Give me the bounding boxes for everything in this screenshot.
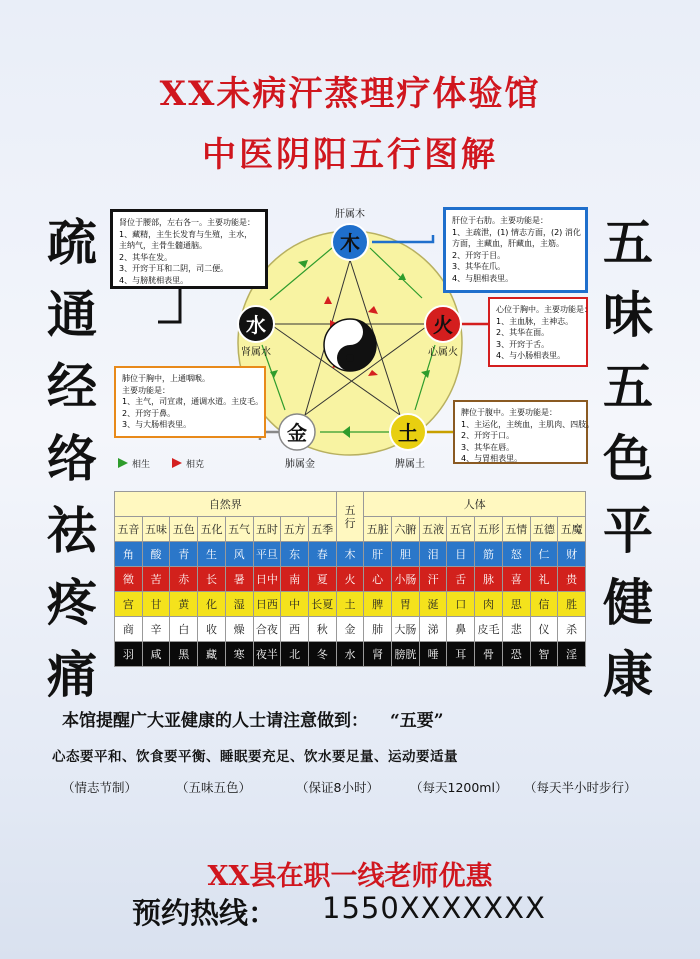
table-cell: 合夜 xyxy=(253,617,281,642)
table-header-cell: 五魔 xyxy=(558,517,586,542)
table-header-cell: 五脏 xyxy=(364,517,392,542)
yin-yang-icon xyxy=(324,319,376,371)
legend-generate-label: 相生 xyxy=(132,460,151,470)
table-cell: 鼻 xyxy=(447,617,475,642)
box-line: 3、其华在唇。 xyxy=(461,442,515,452)
table-cell: 信 xyxy=(530,592,558,617)
legend-restrain-label: 相克 xyxy=(186,460,205,470)
table-group-center xyxy=(336,492,364,542)
table-header-cell: 五色 xyxy=(170,517,198,542)
table-row xyxy=(115,592,586,617)
table-cell: 仁 xyxy=(530,542,558,567)
table-cell: 舌 xyxy=(447,567,475,592)
table-cell: 日中 xyxy=(253,567,281,592)
table-cell: 西 xyxy=(281,617,309,642)
table-cell: 咸 xyxy=(142,642,170,667)
table-cell: 胜 xyxy=(558,592,586,617)
box-line: 1、主疏泄，(1) 情志方面，(2) 消化 xyxy=(452,227,581,237)
table-cell: 目 xyxy=(447,542,475,567)
notice-quote: “五要” xyxy=(390,711,444,731)
table-cell: 东 xyxy=(281,542,309,567)
note-water: （每天1200ml） xyxy=(410,780,508,795)
notice-main: 本馆提醒广大亚健康的人士请注意做到： xyxy=(62,711,368,731)
table-cell: 羽 xyxy=(115,642,143,667)
table-cell: 皮毛 xyxy=(475,617,503,642)
box-line: 1、主气，司宣肃，通调水道。主皮毛。 xyxy=(122,397,264,406)
table-cell: 长 xyxy=(198,567,226,592)
table-cell: 骨 xyxy=(475,642,503,667)
hotline-number: 1550XXXXXXX xyxy=(322,891,546,925)
left-slogan-char: 祛 xyxy=(47,501,97,560)
table-cell: 财 xyxy=(558,542,586,567)
table-row xyxy=(115,642,586,667)
table-cell: 角 xyxy=(115,542,143,567)
page-subtitle: 中医阴阳五行图解 xyxy=(202,135,498,175)
left-slogan-char: 络 xyxy=(47,429,97,488)
table-cell: 小肠 xyxy=(392,567,420,592)
table-cell: 肉 xyxy=(475,592,503,617)
table-cell: 肾 xyxy=(364,642,392,667)
right-slogan-char: 康 xyxy=(603,645,653,704)
lung-info-box xyxy=(114,366,266,438)
left-slogan-char: 通 xyxy=(47,285,97,344)
water-element-char: 水 xyxy=(246,313,266,337)
table-group-body: 人体 xyxy=(364,492,586,517)
box-line: 4、与胃相表里。 xyxy=(461,454,523,463)
table-header-cell: 五德 xyxy=(530,517,558,542)
table-cell: 徵 xyxy=(115,567,143,592)
table-cell: 南 xyxy=(281,567,309,592)
legend-generate-icon xyxy=(118,458,128,468)
right-slogan-char: 味 xyxy=(603,285,653,344)
table-header-cell: 五季 xyxy=(308,517,336,542)
box-line: 1、藏精，主生长发育与生殖，主水， xyxy=(119,229,253,239)
five-musts-line: 心态要平和、饮食要平衡、睡眠要充足、饮水要足量、运动要适量 xyxy=(52,749,458,765)
left-slogan-char: 经 xyxy=(47,357,97,416)
box-line: 2、其华在面。 xyxy=(496,328,550,337)
table-cell: 夜半 xyxy=(253,642,281,667)
table-cell: 生 xyxy=(198,542,226,567)
left-slogan-char: 疼 xyxy=(47,573,97,632)
table-cell: 土 xyxy=(336,592,364,617)
table-cell: 恐 xyxy=(502,642,530,667)
box-line: 1、主运化，主统血，主肌肉、四肢。 xyxy=(461,419,595,429)
note-sleep: （保证8小时） xyxy=(296,780,379,795)
table-cell: 春 xyxy=(308,542,336,567)
table-header-cell: 五音 xyxy=(115,517,143,542)
promo-text: XX县在职一线老师优惠 xyxy=(207,861,493,892)
table-group-center-char: 五 xyxy=(344,503,356,517)
box-line: 3、开窍于耳和二阴，司二便。 xyxy=(119,264,229,273)
table-cell: 北 xyxy=(281,642,309,667)
table-header-cell: 五液 xyxy=(419,517,447,542)
table-cell: 怒 xyxy=(502,542,530,567)
box-line: 4、与膀胱相表里。 xyxy=(119,275,189,285)
table-cell: 燥 xyxy=(225,617,253,642)
liver-info-box xyxy=(443,207,588,293)
fire-element-char: 火 xyxy=(433,313,453,337)
notice-text xyxy=(62,706,444,731)
table-cell: 泪 xyxy=(419,542,447,567)
heart-info-box xyxy=(488,297,592,367)
table-header-cell: 五化 xyxy=(198,517,226,542)
box-line: 肾位于腰部，左右各一。主要功能是： xyxy=(119,218,255,227)
left-slogan xyxy=(40,207,104,711)
table-cell: 贵 xyxy=(558,567,586,592)
table-cell: 心 xyxy=(364,567,392,592)
box-line: 主纳气，主骨生髓通脑。 xyxy=(119,241,207,250)
wood-element-char: 木 xyxy=(340,231,360,255)
table-cell: 胆 xyxy=(392,542,420,567)
table-cell: 日西 xyxy=(253,592,281,617)
page-title: XX未病汗蒸理疗体验馆 xyxy=(159,74,541,114)
table-cell: 辛 xyxy=(142,617,170,642)
earth-label: 脾属土 xyxy=(395,459,425,470)
note-exercise: （每天半小时步行） xyxy=(524,780,637,795)
note-diet: （五味五色） xyxy=(176,780,252,795)
table-cell: 脾 xyxy=(364,592,392,617)
table-group-center-char: 行 xyxy=(344,516,356,530)
table-cell: 大肠 xyxy=(392,617,420,642)
table-cell: 赤 xyxy=(170,567,198,592)
table-cell: 湿 xyxy=(225,592,253,617)
right-slogan-char: 色 xyxy=(603,429,653,488)
box-line: 3、与大肠相表里。 xyxy=(122,420,192,429)
table-cell: 筋 xyxy=(475,542,503,567)
spleen-info-box xyxy=(453,400,595,464)
table-cell: 思 xyxy=(502,592,530,617)
table-cell: 中 xyxy=(281,592,309,617)
table-cell: 青 xyxy=(170,542,198,567)
table-header-cell: 五官 xyxy=(447,517,475,542)
table-cell: 酸 xyxy=(142,542,170,567)
table-cell: 膀胱 xyxy=(392,642,420,667)
box-line: 肝位于右肋。主要功能是： xyxy=(452,216,548,225)
table-cell: 木 xyxy=(336,542,364,567)
wood-label: 肝属木 xyxy=(335,209,365,220)
box-line: 1、主血脉，主神志。 xyxy=(496,316,574,326)
table-cell: 礼 xyxy=(530,567,558,592)
table-cell: 风 xyxy=(225,542,253,567)
table-cell: 杀 xyxy=(558,617,586,642)
table-cell: 长夏 xyxy=(308,592,336,617)
box-line: 脾位于腹中。主要功能是： xyxy=(461,408,557,417)
table-header-cell: 五味 xyxy=(142,517,170,542)
box-line: 肺位于胸中，上通咽喉。 xyxy=(122,374,210,383)
hotline-label: 预约热线： xyxy=(132,896,278,930)
left-slogan-char: 痛 xyxy=(47,645,97,704)
box-line: 2、开窍于口。 xyxy=(461,431,515,440)
note-emotion: （情志节制） xyxy=(62,780,138,795)
table-cell: 平旦 xyxy=(253,542,281,567)
box-line: 2、其华在发。 xyxy=(119,252,173,262)
table-cell: 仪 xyxy=(530,617,558,642)
table-row xyxy=(115,567,586,592)
box-line: 心位于胸中。主要功能是： xyxy=(496,305,592,314)
table-cell: 悲 xyxy=(502,617,530,642)
five-elements-table xyxy=(114,491,586,667)
table-cell: 冬 xyxy=(308,642,336,667)
table-header-cell: 五气 xyxy=(225,517,253,542)
table-cell: 水 xyxy=(336,642,364,667)
box-line: 2、开窍于鼻。 xyxy=(122,408,176,418)
table-cell: 黑 xyxy=(170,642,198,667)
table-cell: 黄 xyxy=(170,592,198,617)
table-cell: 汗 xyxy=(419,567,447,592)
table-cell: 寒 xyxy=(225,642,253,667)
table-header-cell: 五时 xyxy=(253,517,281,542)
earth-element-char: 土 xyxy=(398,421,418,445)
box-line: 方面，主藏血，肝藏血，主筋。 xyxy=(452,239,564,248)
table-group-nature: 自然界 xyxy=(115,492,337,517)
right-slogan-char: 平 xyxy=(603,501,653,560)
table-row xyxy=(115,542,586,567)
table-cell: 白 xyxy=(170,617,198,642)
table-cell: 商 xyxy=(115,617,143,642)
table-cell: 藏 xyxy=(198,642,226,667)
table-cell: 暑 xyxy=(225,567,253,592)
right-slogan-char: 五 xyxy=(603,357,653,416)
table-cell: 肝 xyxy=(364,542,392,567)
table-cell: 涎 xyxy=(419,592,447,617)
table-cell: 唾 xyxy=(419,642,447,667)
table-header-cell: 五情 xyxy=(502,517,530,542)
right-slogan-char: 健 xyxy=(603,573,653,632)
right-slogan xyxy=(596,207,660,711)
table-cell: 智 xyxy=(530,642,558,667)
table-header-cell: 六腑 xyxy=(392,517,420,542)
metal-label: 肺属金 xyxy=(285,459,315,470)
table-cell: 宫 xyxy=(115,592,143,617)
table-cell: 金 xyxy=(336,617,364,642)
metal-element-char: 金 xyxy=(287,421,307,445)
table-cell: 火 xyxy=(336,567,364,592)
table-cell: 收 xyxy=(198,617,226,642)
legend-restrain-icon xyxy=(172,458,182,468)
table-header-cell: 五形 xyxy=(475,517,503,542)
water-label: 肾属水 xyxy=(241,347,271,358)
box-line: 2、开窍于目。 xyxy=(452,250,506,260)
box-line: 3、其华在爪。 xyxy=(452,262,506,271)
fire-label: 心属火 xyxy=(428,347,458,358)
table-cell: 化 xyxy=(198,592,226,617)
table-cell: 胃 xyxy=(392,592,420,617)
table-cell: 夏 xyxy=(308,567,336,592)
table-cell: 秋 xyxy=(308,617,336,642)
box-line: 4、与小肠相表里。 xyxy=(496,351,566,360)
table-cell: 苦 xyxy=(142,567,170,592)
box-line: 4、与胆相表里。 xyxy=(452,273,514,283)
box-line: 主要功能是： xyxy=(122,385,170,395)
table-cell: 口 xyxy=(447,592,475,617)
table-cell: 涕 xyxy=(419,617,447,642)
table-row xyxy=(115,617,586,642)
table-cell: 甘 xyxy=(142,592,170,617)
table-cell: 耳 xyxy=(447,642,475,667)
box-line: 3、开窍于舌。 xyxy=(496,339,550,349)
table-cell: 淫 xyxy=(558,642,586,667)
left-slogan-char: 疏 xyxy=(47,213,97,272)
table-header-cell: 五方 xyxy=(281,517,309,542)
table-cell: 喜 xyxy=(502,567,530,592)
kidney-info-box xyxy=(110,209,268,289)
table-cell: 脉 xyxy=(475,567,503,592)
right-slogan-char: 五 xyxy=(603,213,653,272)
table-cell: 肺 xyxy=(364,617,392,642)
